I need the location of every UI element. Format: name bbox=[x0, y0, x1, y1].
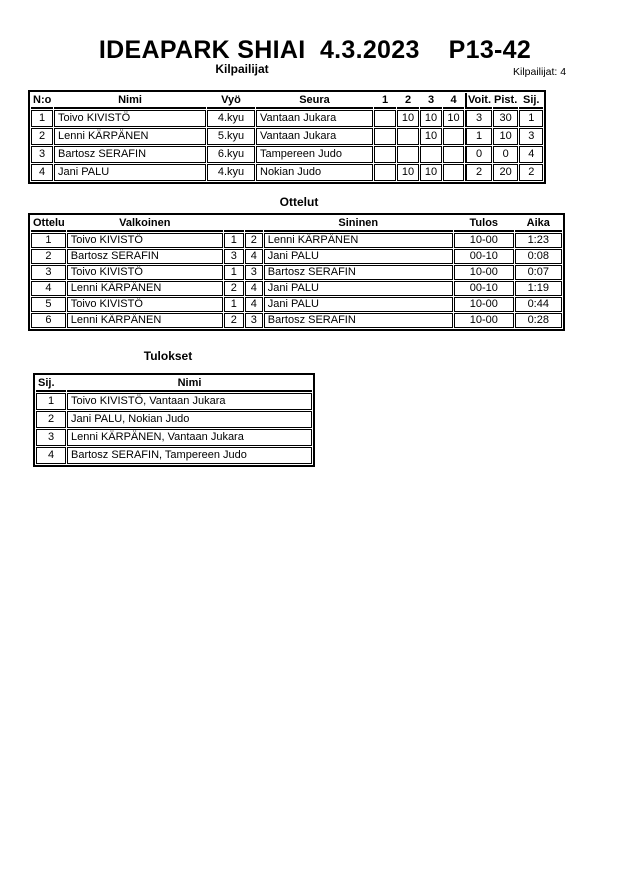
score-cell: 10 bbox=[443, 110, 464, 127]
place-cell: 1 bbox=[36, 393, 66, 410]
header-score-3: 3 bbox=[420, 93, 442, 109]
tulokset-header-row bbox=[36, 376, 312, 392]
score-cell bbox=[374, 110, 396, 127]
table-row bbox=[31, 249, 562, 264]
table-row bbox=[31, 164, 543, 181]
header-score-1: 1 bbox=[374, 93, 396, 109]
header-white-num bbox=[224, 216, 244, 232]
table-row bbox=[31, 233, 562, 248]
belt-cell: 4.kyu bbox=[207, 164, 255, 181]
result-cell: 10-00 bbox=[454, 265, 514, 280]
time-cell: 0:28 bbox=[515, 313, 562, 328]
time-cell: 0:44 bbox=[515, 297, 562, 312]
result-cell: 10-00 bbox=[454, 297, 514, 312]
score-cell bbox=[443, 146, 464, 163]
ottelut-heading: Ottelut bbox=[279, 195, 319, 209]
belt-cell: 5.kyu bbox=[207, 128, 255, 145]
score-cell: 10 bbox=[420, 128, 442, 145]
tulokset-table bbox=[33, 373, 315, 467]
table-row bbox=[31, 297, 562, 312]
table-row bbox=[31, 313, 562, 328]
score-cell bbox=[374, 164, 396, 181]
kilpailijat-header-row bbox=[31, 93, 543, 109]
competitor-cell: Jani PALU, Nokian Judo bbox=[67, 411, 312, 428]
blue-num-cell: 4 bbox=[245, 249, 263, 264]
points-cell: 20 bbox=[493, 164, 518, 181]
score-cell: 10 bbox=[420, 164, 442, 181]
no-cell: 1 bbox=[31, 110, 53, 127]
place-cell: 2 bbox=[519, 164, 543, 181]
competitors-count-label: Kilpailijat: 4 bbox=[513, 66, 567, 78]
ottelut-table bbox=[28, 213, 565, 331]
table-row bbox=[31, 265, 562, 280]
table-row bbox=[31, 281, 562, 296]
wins-cell: 3 bbox=[465, 110, 492, 127]
match-no-cell: 2 bbox=[31, 249, 66, 264]
header-sininen: Sininen bbox=[264, 216, 453, 232]
score-cell bbox=[443, 128, 464, 145]
place-cell: 1 bbox=[519, 110, 543, 127]
table-row bbox=[36, 393, 312, 410]
blue-num-cell: 4 bbox=[245, 297, 263, 312]
name-cell: Jani PALU bbox=[54, 164, 206, 181]
header-aika: Aika bbox=[515, 216, 562, 232]
blue-name-cell: Bartosz SERAFIN bbox=[264, 265, 453, 280]
name-cell: Bartosz SERAFIN bbox=[54, 146, 206, 163]
result-cell: 00-10 bbox=[454, 281, 514, 296]
score-cell bbox=[397, 128, 419, 145]
wins-cell: 0 bbox=[465, 146, 492, 163]
kilpailijat-table bbox=[28, 90, 546, 184]
place-cell: 3 bbox=[36, 429, 66, 446]
table-row bbox=[31, 128, 543, 145]
competitor-cell: Lenni KÄRPÄNEN, Vantaan Jukara bbox=[67, 429, 312, 446]
no-cell: 3 bbox=[31, 146, 53, 163]
place-cell: 4 bbox=[36, 447, 66, 464]
belt-cell: 6.kyu bbox=[207, 146, 255, 163]
header-score-2: 2 bbox=[397, 93, 419, 109]
time-cell: 1:23 bbox=[515, 233, 562, 248]
kilpailijat-heading: Kilpailijat bbox=[215, 62, 269, 76]
score-cell: 10 bbox=[420, 110, 442, 127]
result-cell: 00-10 bbox=[454, 249, 514, 264]
result-cell: 10-00 bbox=[454, 233, 514, 248]
header-tulos: Tulos bbox=[454, 216, 514, 232]
white-name-cell: Lenni KÄRPÄNEN bbox=[67, 281, 223, 296]
place-cell: 2 bbox=[36, 411, 66, 428]
white-num-cell: 3 bbox=[224, 249, 244, 264]
header-sij: Sij. bbox=[36, 376, 66, 392]
club-cell: Vantaan Jukara bbox=[256, 110, 373, 127]
score-cell bbox=[420, 146, 442, 163]
name-cell: Toivo KIVISTÖ bbox=[54, 110, 206, 127]
table-row bbox=[36, 429, 312, 446]
header-nimi: Nimi bbox=[54, 93, 206, 109]
name-cell: Lenni KÄRPÄNEN bbox=[54, 128, 206, 145]
table-row bbox=[36, 447, 312, 464]
blue-name-cell: Jani PALU bbox=[264, 281, 453, 296]
result-cell: 10-00 bbox=[454, 313, 514, 328]
score-cell: 10 bbox=[397, 164, 419, 181]
blue-name-cell: Bartosz SERAFIN bbox=[264, 313, 453, 328]
white-name-cell: Toivo KIVISTÖ bbox=[67, 297, 223, 312]
time-cell: 0:07 bbox=[515, 265, 562, 280]
wins-cell: 2 bbox=[465, 164, 492, 181]
header-score-4: 4 bbox=[443, 93, 464, 109]
club-cell: Tampereen Judo bbox=[256, 146, 373, 163]
place-cell: 3 bbox=[519, 128, 543, 145]
white-name-cell: Bartosz SERAFIN bbox=[67, 249, 223, 264]
white-name-cell: Lenni KÄRPÄNEN bbox=[67, 313, 223, 328]
white-num-cell: 1 bbox=[224, 265, 244, 280]
table-row bbox=[36, 411, 312, 428]
header-sij: Sij. bbox=[519, 93, 543, 109]
belt-cell: 4.kyu bbox=[207, 110, 255, 127]
white-name-cell: Toivo KIVISTÖ bbox=[67, 233, 223, 248]
points-cell: 30 bbox=[493, 110, 518, 127]
blue-name-cell: Lenni KÄRPÄNEN bbox=[264, 233, 453, 248]
points-cell: 0 bbox=[493, 146, 518, 163]
header-nimi: Nimi bbox=[67, 376, 312, 392]
blue-num-cell: 3 bbox=[245, 265, 263, 280]
white-name-cell: Toivo KIVISTÖ bbox=[67, 265, 223, 280]
place-cell: 4 bbox=[519, 146, 543, 163]
white-num-cell: 1 bbox=[224, 297, 244, 312]
header-voit: Voit. bbox=[465, 93, 492, 109]
header-no: N:o bbox=[31, 93, 53, 109]
points-cell: 10 bbox=[493, 128, 518, 145]
score-cell bbox=[374, 146, 396, 163]
no-cell: 2 bbox=[31, 128, 53, 145]
score-cell bbox=[374, 128, 396, 145]
ottelut-header-row bbox=[31, 216, 562, 232]
competitor-cell: Bartosz SERAFIN, Tampereen Judo bbox=[67, 447, 312, 464]
table-row bbox=[31, 110, 543, 127]
wins-cell: 1 bbox=[465, 128, 492, 145]
time-cell: 0:08 bbox=[515, 249, 562, 264]
score-cell: 10 bbox=[397, 110, 419, 127]
blue-num-cell: 4 bbox=[245, 281, 263, 296]
white-num-cell: 1 bbox=[224, 233, 244, 248]
match-no-cell: 3 bbox=[31, 265, 66, 280]
match-no-cell: 5 bbox=[31, 297, 66, 312]
page-title: IDEAPARK SHIAI 4.3.2023 P13-42 bbox=[98, 36, 532, 64]
competitor-cell: Toivo KIVISTÖ, Vantaan Jukara bbox=[67, 393, 312, 410]
header-seura: Seura bbox=[256, 93, 373, 109]
header-blue-num bbox=[245, 216, 263, 232]
header-valkoinen: Valkoinen bbox=[67, 216, 223, 232]
blue-num-cell: 2 bbox=[245, 233, 263, 248]
header-pist: Pist. bbox=[493, 93, 518, 109]
club-cell: Vantaan Jukara bbox=[256, 128, 373, 145]
match-no-cell: 4 bbox=[31, 281, 66, 296]
blue-num-cell: 3 bbox=[245, 313, 263, 328]
header-vyo: Vyö bbox=[207, 93, 255, 109]
match-no-cell: 6 bbox=[31, 313, 66, 328]
white-num-cell: 2 bbox=[224, 281, 244, 296]
match-no-cell: 1 bbox=[31, 233, 66, 248]
blue-name-cell: Jani PALU bbox=[264, 249, 453, 264]
white-num-cell: 2 bbox=[224, 313, 244, 328]
club-cell: Nokian Judo bbox=[256, 164, 373, 181]
score-cell bbox=[397, 146, 419, 163]
no-cell: 4 bbox=[31, 164, 53, 181]
score-cell bbox=[443, 164, 464, 181]
blue-name-cell: Jani PALU bbox=[264, 297, 453, 312]
header-ottelu: Ottelu bbox=[31, 216, 66, 232]
table-row bbox=[31, 146, 543, 163]
tulokset-heading: Tulokset bbox=[143, 349, 193, 363]
time-cell: 1:19 bbox=[515, 281, 562, 296]
